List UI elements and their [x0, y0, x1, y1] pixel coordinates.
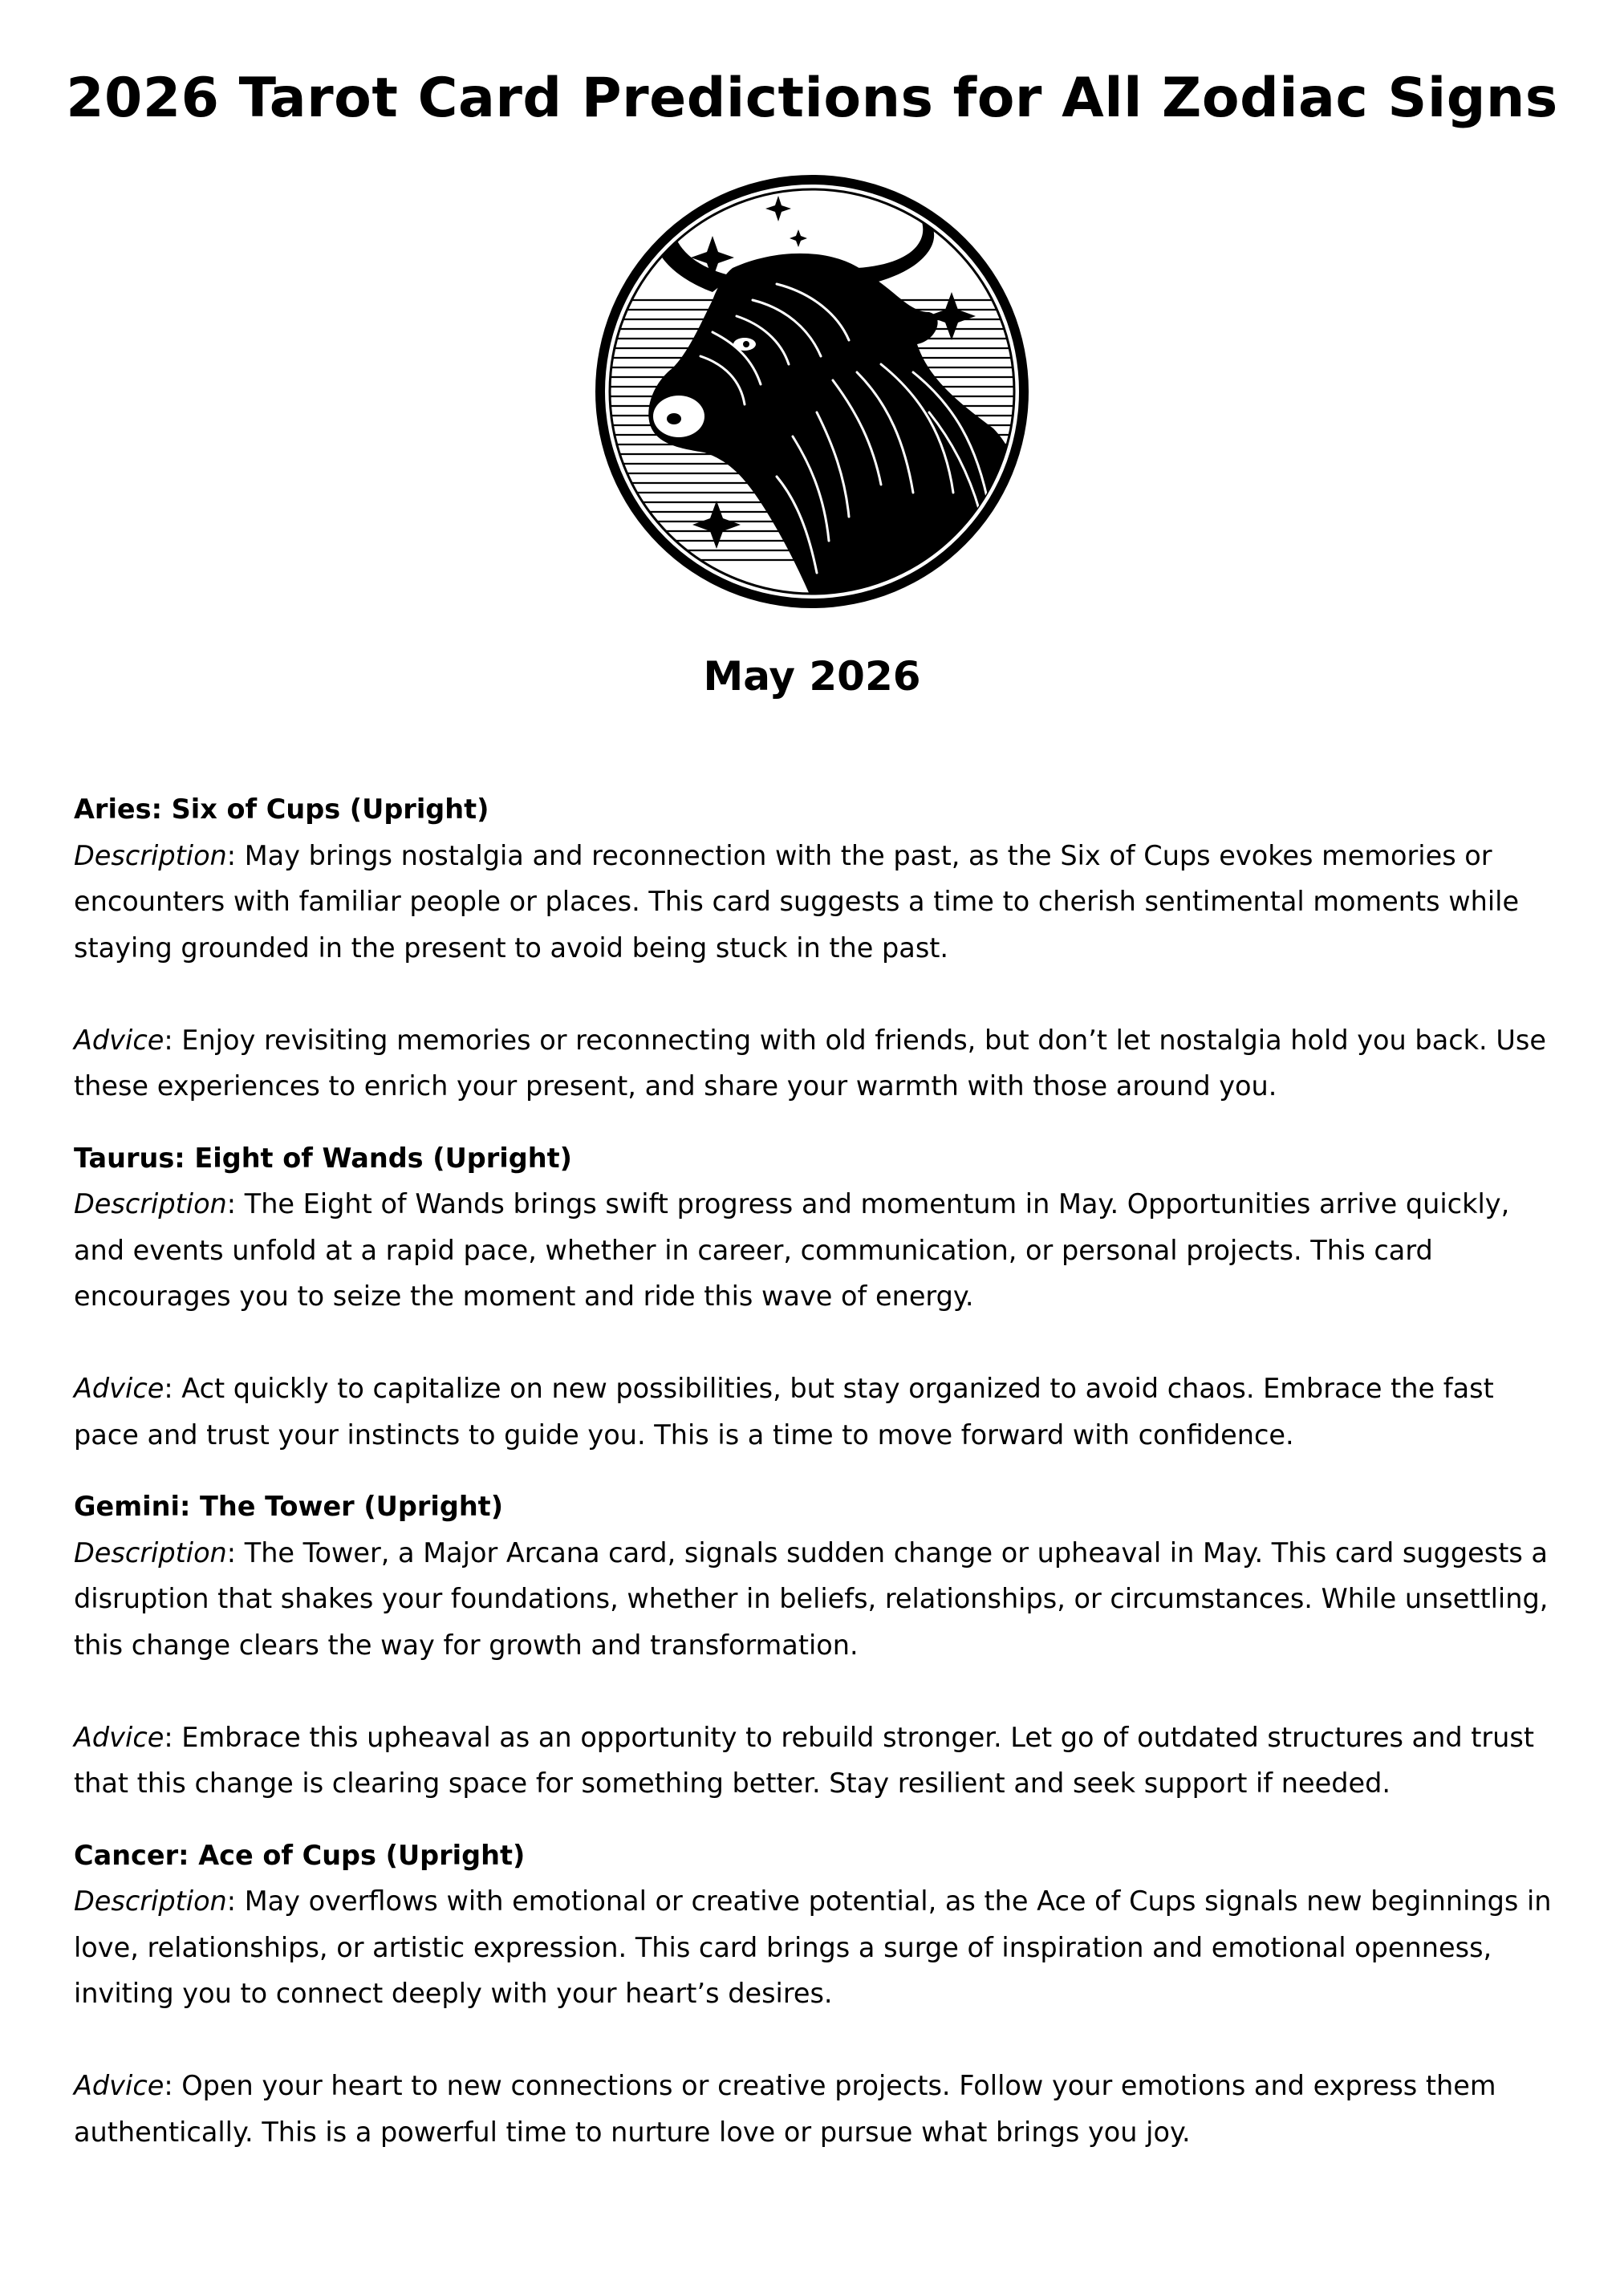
advice-text: : Open your heart to new connections or creative projects. Follow your emotions and express them authentically. This is a powerful time to nurture love or pursue what brings you joy. — [74, 2070, 1496, 2148]
advice-text: : Embrace this upheaval as an opportunity to rebuild stronger. Let go of outdated structures and trust that this change is clearing space for something better. Stay resilient and seek support if needed. — [74, 1721, 1534, 1799]
advice-label: Advice — [74, 1373, 164, 1404]
sign-cancer — [74, 1832, 1566, 2156]
description-label: Description — [74, 1188, 227, 1220]
advice-paragraph — [74, 1017, 1566, 1110]
advice-label: Advice — [74, 1024, 164, 1056]
month-heading: May 2026 — [703, 653, 921, 700]
sign-heading: Gemini: The Tower (Upright) — [74, 1491, 504, 1522]
sign-gemini — [74, 1483, 1566, 1807]
taurus-bull-icon — [592, 172, 1032, 611]
advice-label: Advice — [74, 1721, 164, 1753]
sign-taurus — [74, 1135, 1566, 1459]
sign-heading: Aries: Six of Cups (Upright) — [74, 793, 489, 825]
description-paragraph — [74, 1181, 1566, 1320]
advice-label: Advice — [74, 2070, 164, 2101]
description-label: Description — [74, 1885, 227, 1917]
sign-aries — [74, 786, 1566, 1110]
advice-paragraph — [74, 2063, 1566, 2155]
page-title: 2026 Tarot Card Predictions for All Zodiac Signs — [66, 67, 1558, 130]
advice-text: : Act quickly to capitalize on new possibilities, but stay organized to avoid chaos. Embrace the fast pace and trust your instincts to guide you. This is a time to move forward with confidence. — [74, 1373, 1494, 1451]
sign-heading: Taurus: Eight of Wands (Upright) — [74, 1142, 572, 1174]
description-paragraph — [74, 1878, 1566, 2017]
advice-paragraph — [74, 1715, 1566, 1807]
description-label: Description — [74, 1536, 227, 1569]
predictions-list — [74, 786, 1566, 2181]
description-text: : The Tower, a Major Arcana card, signals sudden change or upheaval in May. This card suggests a disruption that shakes your foundations, whether in beliefs, relationships, or circumstances. While unsettling, this change clears the way for growth and transformation. — [74, 1536, 1549, 1661]
description-text: : May overflows with emotional or creative potential, as the Ace of Cups signals new beginnings in love, relationships, or artistic expression. This card brings a surge of inspiration and emotional openness, inviting you to connect deeply with your heart’s desires. — [74, 1885, 1552, 2009]
advice-paragraph — [74, 1366, 1566, 1458]
sign-heading: Cancer: Ace of Cups (Upright) — [74, 1839, 526, 1871]
description-label: Description — [74, 839, 227, 871]
description-text: : The Eight of Wands brings swift progress and momentum in May. Opportunities arrive quickly, and events unfold at a rapid pace, whether in career, communication, or personal projects. This card encourages you to seize the moment and ride this wave of energy. — [74, 1188, 1510, 1312]
advice-text: : Enjoy revisiting memories or reconnecting with old friends, but don’t let nostalgia hold you back. Use these experiences to enrich your present, and share your warmth with those around you. — [74, 1024, 1546, 1102]
description-paragraph — [74, 833, 1566, 972]
description-text: : May brings nostalgia and reconnection with the past, as the Six of Cups evokes memories or encounters with familiar people or places. This card suggests a time to cherish sentimental moments while staying grounded in the present to avoid being stuck in the past. — [74, 839, 1520, 964]
description-paragraph — [74, 1530, 1566, 1669]
